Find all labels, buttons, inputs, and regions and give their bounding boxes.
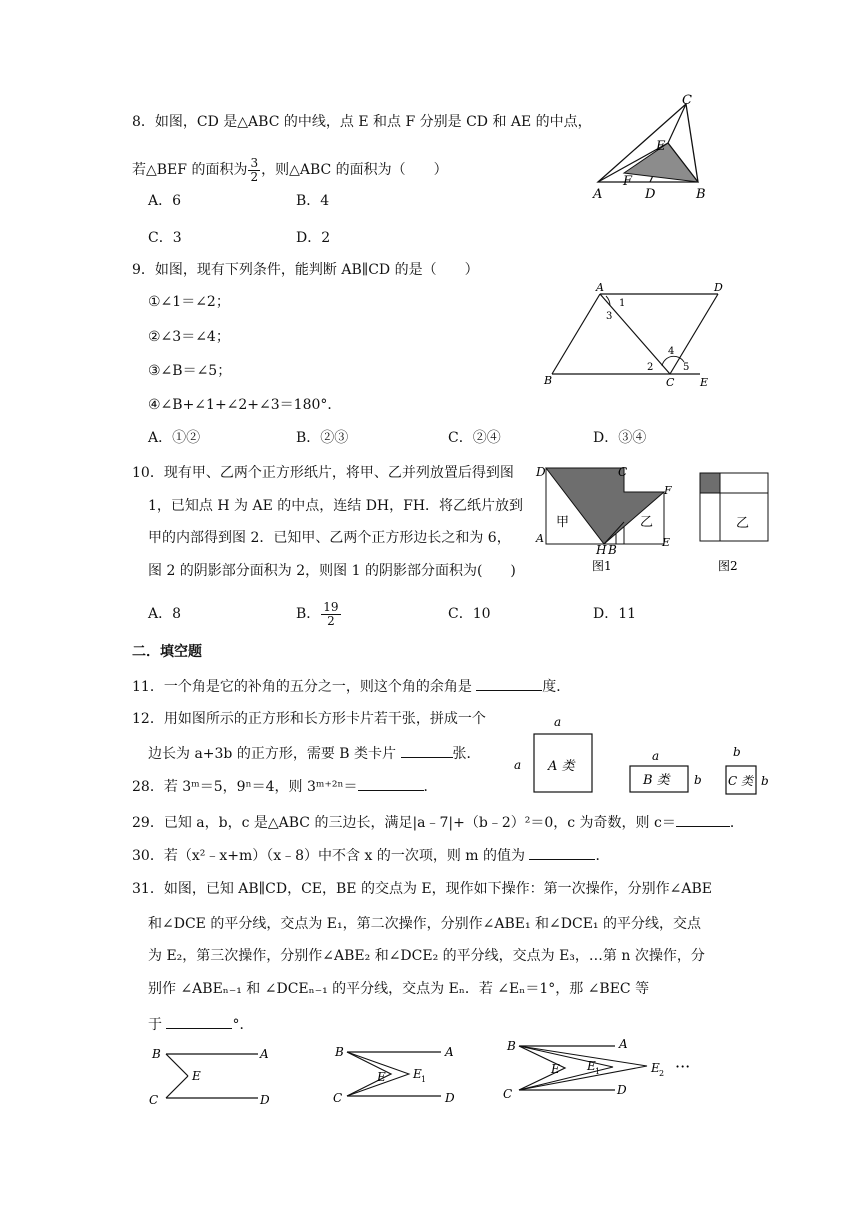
q31-line-4: 别作 ∠ABEₙ₋₁ 和 ∠DCEₙ₋₁ 的平分线，交点为 Eₙ．若 ∠Eₙ＝1°，那 ∠BEC 等 xyxy=(148,981,650,997)
q9-condition-1: ①∠1＝∠2； xyxy=(148,294,230,310)
q10-fig1-label-c: C xyxy=(618,465,628,479)
q9-option-d[interactable]: D．③④ xyxy=(593,430,647,446)
q8-fraction xyxy=(248,157,260,184)
q9-label-c: C xyxy=(666,376,675,389)
q9-label-e: E xyxy=(700,376,709,389)
q28-answer-blank[interactable] xyxy=(358,776,424,791)
q12-cards-figure xyxy=(510,712,775,802)
q8-option-d[interactable]: D．2 xyxy=(296,230,331,246)
q31-line-2: 和∠DCE 的平分线，交点为 E₁，第二次操作，分别作∠ABE₁ 和∠DCE₁ 的平分线，交点 xyxy=(148,916,701,932)
q31-fig3-label-d: D xyxy=(617,1083,627,1097)
q31-fig3-label-b: B xyxy=(507,1039,516,1053)
q10-option-a[interactable]: A．8 xyxy=(148,606,182,622)
q10-line-1: 10．现有甲、乙两个正方形纸片，将甲、乙并列放置后得到图 xyxy=(132,465,514,481)
q11-post: 度． xyxy=(542,679,571,695)
q12-card-b-top-label: a xyxy=(652,749,660,763)
q9-option-a[interactable]: A．①② xyxy=(148,430,201,446)
q31-fig2-label-e1-sub: 1 xyxy=(421,1075,427,1084)
q10-option-b-num: 19 xyxy=(323,599,339,614)
q12-card-a-side-label: a xyxy=(514,758,522,772)
q30 xyxy=(132,845,609,866)
q10-fig1-label-d: D xyxy=(536,465,546,479)
q8-label-d: D xyxy=(645,187,656,202)
q10-fig1-caption: 图1 xyxy=(592,559,612,573)
q31-line-1: 31．如图，已知 AB∥CD，CE，BE 的交点为 E，现作如下操作：第一次操作，分别作∠ABE xyxy=(132,881,712,897)
q9-condition-2: ②∠3＝∠4； xyxy=(148,329,230,345)
q31-line-5-post: °． xyxy=(232,1017,254,1033)
q30-answer-blank[interactable] xyxy=(529,845,595,860)
q31-fig1-label-a: A xyxy=(260,1047,269,1061)
q28-text: 28．若 3ᵐ＝5，9ⁿ＝4，则 3ᵐ⁺²ⁿ＝ xyxy=(132,779,358,795)
q31-line-5 xyxy=(148,1014,253,1035)
q10-option-b-fraction xyxy=(321,601,340,628)
q9-angle-1: 1 xyxy=(619,298,626,309)
q8-label-f: F xyxy=(623,174,633,189)
q10-fig1-label-f: F xyxy=(664,484,672,497)
q31-answer-blank[interactable] xyxy=(166,1014,232,1029)
q8-line2-post: ，则△ABC 的面积为（ ） xyxy=(261,162,448,178)
q10-figure-2 xyxy=(696,470,776,576)
q29-post: ． xyxy=(729,815,744,831)
q31-line-5-text: 于 xyxy=(148,1017,167,1033)
q8-line1: 8．如图，CD 是△ABC 的中线，点 E 和点 F 分别是 CD 和 AE 的中点， xyxy=(132,114,592,130)
q10-line-3: 甲的内部得到图 2．已知甲、乙两个正方形边长之和为 6， xyxy=(148,530,511,546)
q9-condition-4: ④∠B+∠1+∠2+∠3＝180°． xyxy=(148,397,342,413)
q29-answer-blank[interactable] xyxy=(676,812,730,827)
q31-fig2-label-c: C xyxy=(333,1091,343,1105)
q31-fig2-label-a: A xyxy=(445,1045,454,1059)
q10-fig1-label-e: E xyxy=(662,536,671,549)
q31-fig1-label-e: E xyxy=(192,1069,201,1083)
q10-fig1-label-a: A xyxy=(536,532,544,545)
q10-figure-1 xyxy=(536,462,676,574)
q8-line2-pre: 若△BEF 的面积为 xyxy=(132,162,248,178)
q12-card-b-side-label: b xyxy=(694,773,702,787)
q31-fig3-label-e: E xyxy=(551,1062,560,1076)
q11-text: 11．一个角是它的补角的五分之一，则这个角的余角是 xyxy=(132,679,477,695)
q29-text: 29．已知 a，b，c 是△ABC 的三边长，满足|a﹣7|+（b﹣2）²＝0，c 为奇数，则 c＝ xyxy=(132,815,676,831)
q31-fig3-label-a: A xyxy=(619,1037,628,1051)
q10-option-c[interactable]: C．10 xyxy=(448,606,491,622)
q9-angle-3: 3 xyxy=(606,311,613,322)
q8-triangle-figure xyxy=(590,90,720,205)
q10-line-2: 1，已知点 H 为 AE 的中点，连结 DH，FH．将乙纸片放到 xyxy=(148,498,524,514)
q9-condition-3: ③∠B＝∠5； xyxy=(148,363,232,379)
q31-fig3-label-c: C xyxy=(503,1087,513,1101)
q29 xyxy=(132,812,744,833)
q31-fig2-label-e: E xyxy=(377,1070,386,1084)
q9-angle-4: 4 xyxy=(668,346,675,357)
q31-fig3-label-e2: E xyxy=(651,1061,660,1075)
q10-fig2-caption: 图2 xyxy=(718,559,738,573)
q30-post: ． xyxy=(595,848,610,864)
q31-fig2-label-d: D xyxy=(445,1091,455,1105)
q30-text: 30．若（x²﹣x+m）（x﹣8）中不含 x 的一次项，则 m 的值为 xyxy=(132,848,530,864)
q10-option-b[interactable] xyxy=(296,596,342,632)
q8-frac-den: 2 xyxy=(250,169,259,184)
q12-line2 xyxy=(148,743,481,764)
q10-option-b-prefix: B． xyxy=(296,606,321,622)
q12-card-c-top-label: b xyxy=(733,745,741,759)
q10-line-4: 图 2 的阴影部分面积为 2，则图 1 的阴影部分面积为( ) xyxy=(148,563,516,579)
q8-option-a[interactable]: A．6 xyxy=(148,193,182,209)
q31-fig2-label-e1: E xyxy=(413,1067,422,1081)
q12-line1: 12．用如图所示的正方形和长方形卡片若干张，拼成一个 xyxy=(132,711,486,727)
q10-fig1-label-b: B xyxy=(608,543,617,557)
q28-post: ． xyxy=(423,779,438,795)
q12-card-b-name: B 类 xyxy=(643,773,670,788)
q31-fig1-label-c: C xyxy=(149,1093,159,1107)
q11 xyxy=(132,676,570,697)
q31-fig3-label-e1: E xyxy=(587,1059,596,1073)
q31-fig1-label-d: D xyxy=(260,1093,270,1107)
q31-fig2-label-b: B xyxy=(335,1045,344,1059)
q8-frac-num: 3 xyxy=(250,155,259,170)
q9-stem: 9．如图，现有下列条件，能判断 AB∥CD 的是（ ） xyxy=(132,262,479,278)
q9-label-d: D xyxy=(714,281,723,294)
q9-angle-5: 5 xyxy=(683,362,690,373)
q8-line2 xyxy=(132,155,448,185)
q31-line-3: 为 E₂，第三次操作，分别作∠ABE₂ 和∠DCE₂ 的平分线，交点为 E₃，…第 n 次操作，分 xyxy=(148,948,705,964)
q8-label-c: C xyxy=(682,93,692,108)
q10-fig1-jia: 甲 xyxy=(556,515,570,530)
q9-angle-2: 2 xyxy=(647,362,654,373)
q10-option-d[interactable]: D．11 xyxy=(593,606,637,622)
q9-option-c[interactable]: C．②④ xyxy=(448,430,501,446)
q8-label-a: A xyxy=(593,187,603,202)
section-fill-in-title: 二．填空题 xyxy=(132,644,202,660)
q31-figure-2 xyxy=(333,1040,463,1110)
q9-label-b: B xyxy=(544,374,553,387)
q8-option-c[interactable]: C．3 xyxy=(148,230,182,246)
q8-option-b[interactable]: B．4 xyxy=(296,193,330,209)
q31-figure-3 xyxy=(503,1034,713,1104)
q9-label-a: A xyxy=(596,281,604,294)
q8-label-b: B xyxy=(696,187,706,202)
q31-figure-1 xyxy=(146,1040,286,1110)
q10-fig1-label-h: H xyxy=(596,543,607,557)
q31-fig1-label-b: B xyxy=(152,1047,161,1061)
q10-fig2-yi: 乙 xyxy=(736,516,750,531)
q28 xyxy=(132,776,438,797)
q31-fig3-label-e1-sub: 1 xyxy=(595,1067,601,1076)
q8-label-e: E xyxy=(656,139,666,154)
q12-line2-post: 张． xyxy=(452,746,481,762)
q12-card-c-side-label: b xyxy=(761,774,769,788)
q10-fig1-yi: 乙 xyxy=(640,515,654,530)
q31-fig3-label-e2-sub: 2 xyxy=(659,1069,665,1078)
q12-card-a-name: A 类 xyxy=(548,759,575,774)
q12-line2-text: 边长为 a+3b 的正方形，需要 B 类卡片 xyxy=(148,746,401,762)
q10-option-b-den: 2 xyxy=(327,613,335,628)
q9-option-b[interactable]: B．②③ xyxy=(296,430,349,446)
q12-card-c-name: C 类 xyxy=(728,774,753,788)
q9-parallelogram-figure xyxy=(540,280,730,390)
q11-answer-blank[interactable] xyxy=(476,676,542,691)
q12-card-a-top-label: a xyxy=(554,715,562,729)
q12-answer-blank[interactable] xyxy=(401,743,453,758)
q31-fig3-dots: ··· xyxy=(675,1057,691,1076)
